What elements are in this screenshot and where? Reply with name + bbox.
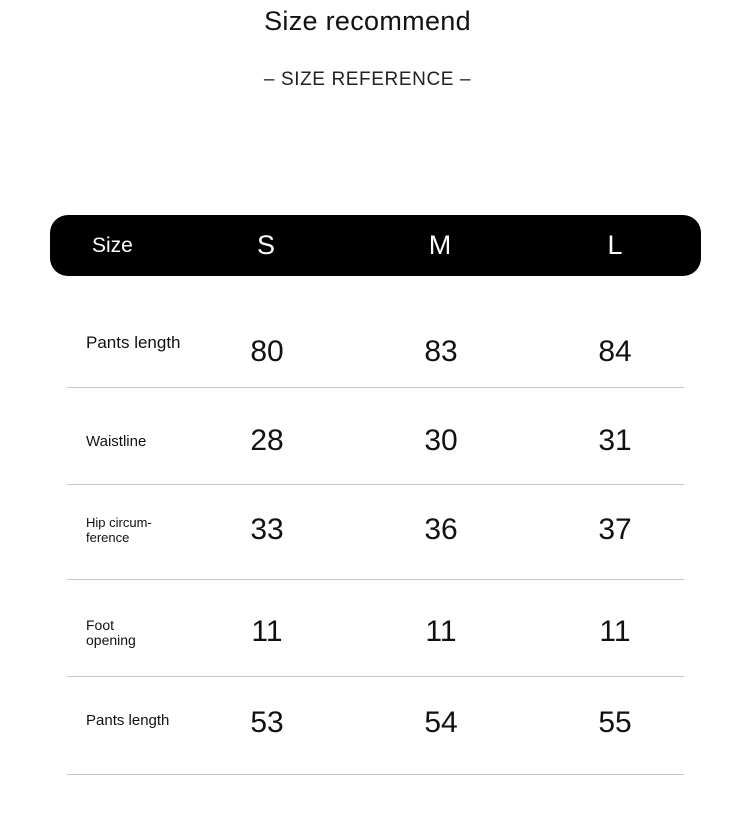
header-size-m: M (428, 230, 452, 260)
row-value-s: 33 (250, 513, 284, 546)
row-divider (67, 579, 684, 580)
row-value-m: 54 (424, 706, 458, 739)
row-label: Waistline (86, 433, 147, 450)
row-label: Hip circum-ference (86, 515, 152, 545)
row-value-l: 11 (599, 615, 631, 648)
header-size-s: S (256, 230, 275, 260)
row-divider (67, 484, 684, 485)
header-size-label: Size (92, 234, 133, 257)
row-value-l: 55 (598, 706, 632, 739)
header-size-l: L (607, 230, 623, 260)
row-value-m: 30 (424, 424, 458, 457)
row-value-m: 83 (424, 335, 458, 368)
row-value-s: 28 (250, 424, 284, 457)
page-subtitle: – SIZE REFERENCE – (263, 69, 472, 90)
row-value-m: 36 (424, 513, 458, 546)
row-value-s: 80 (250, 335, 284, 368)
row-value-s: 53 (250, 706, 284, 739)
page-title: Size recommend (264, 6, 471, 36)
row-value-l: 31 (598, 424, 632, 457)
row-divider (67, 676, 684, 677)
row-value-l: 84 (598, 335, 632, 368)
row-label: Pants length (86, 712, 170, 729)
row-label: Foot opening (86, 617, 136, 648)
row-value-l: 37 (598, 513, 632, 546)
size-header-bar (50, 215, 701, 276)
row-value-m: 11 (425, 615, 457, 648)
row-divider (67, 774, 684, 775)
row-label: Pants length (86, 333, 181, 352)
row-divider (67, 387, 684, 388)
row-value-s: 11 (251, 615, 283, 648)
